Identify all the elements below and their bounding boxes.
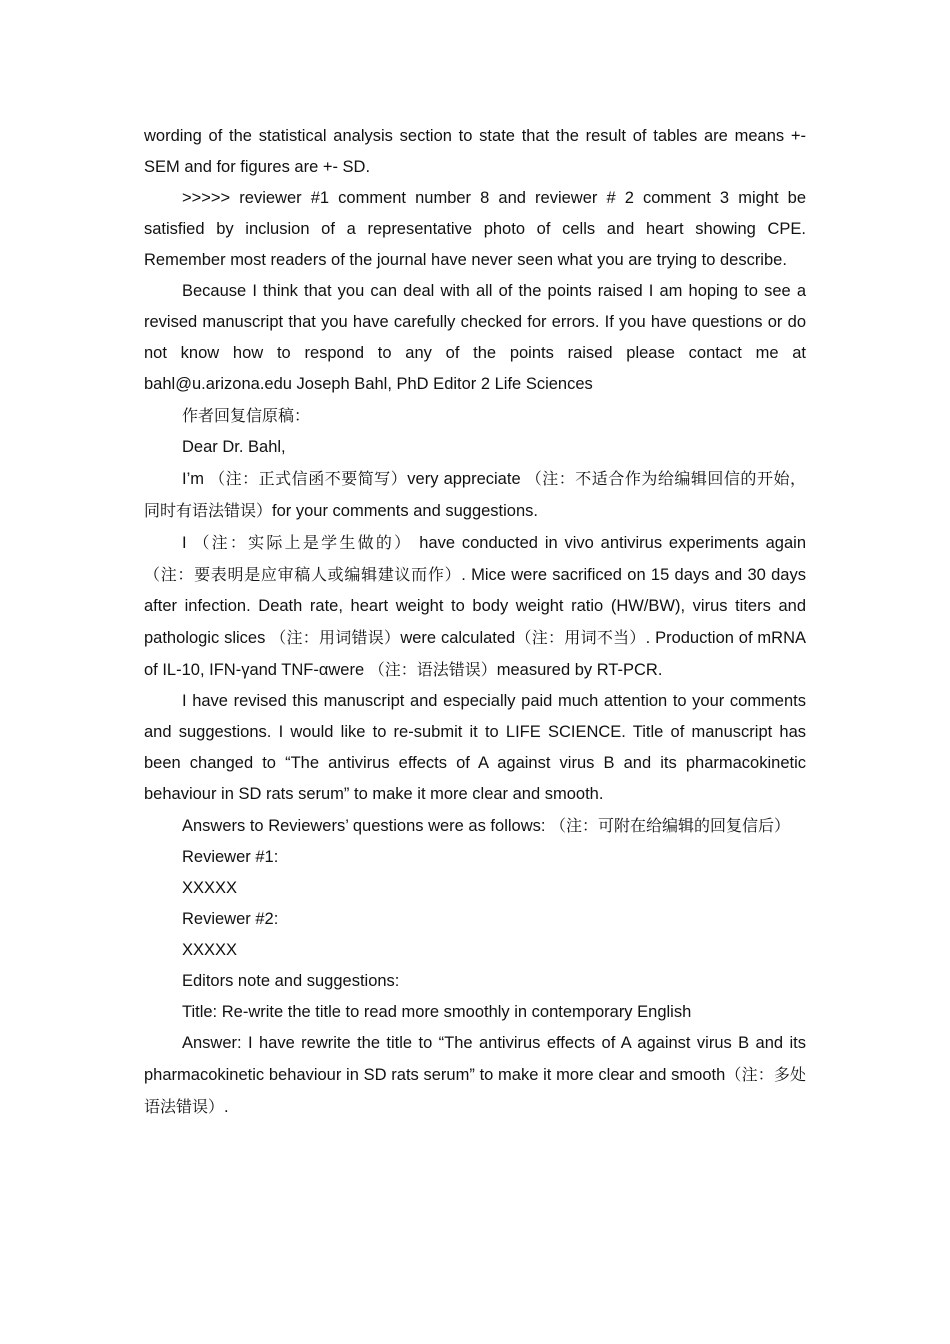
text-segment: very appreciate (407, 470, 521, 488)
paragraph-editor-request: Because I think that you can deal with all of the points raised I am hoping to see a revised manuscript that you have carefully checked for errors. If you have questions or do not know how to respond to any of the points raised please contact me at bahl@u.arizona.edu Joseph Bahl, PhD Editor 2 Life Sciences (144, 282, 806, 393)
document-page (144, 121, 806, 1123)
paragraph-reviewer-2: Reviewer #2: (182, 910, 279, 928)
text-segment: . (224, 1098, 229, 1116)
paragraph-appreciation (144, 463, 806, 527)
heading-text: 作者回复信原稿： (182, 406, 311, 425)
annotation-note: （注：实际上是学生做的） (193, 533, 413, 552)
text-segment: I’m (182, 470, 204, 488)
text-segment: Answers to Reviewers’ questions were as follows: (182, 817, 546, 835)
paragraph-title-answer (144, 1028, 806, 1123)
paragraph-statistical-analysis: wording of the statistical analysis section to state that the result of tables are means +-SEM and for figures are +- SD. (144, 127, 806, 176)
text-segment: I (182, 534, 187, 552)
annotation-note: （注：正式信函不要简写） (209, 469, 408, 488)
annotation-note: （注：要表明是应审稿人或编辑建议而作） (144, 565, 462, 584)
paragraph-experiments (144, 527, 806, 686)
paragraph-author-reply-heading (144, 400, 806, 432)
text-segment: have conducted in vivo antivirus experiments again (419, 534, 807, 552)
paragraph-reviewer-1-answer: XXXXX (182, 879, 238, 897)
annotation-note: （注：多处语法错误） (144, 1065, 806, 1116)
text-segment: . Mice were sacrificed on 15 days and 30 days after infection. Death rate, heart weight to body weight ratio (HW/BW), virus titers and pathologic slices (144, 566, 806, 647)
text-segment: . Production of mRNA of IL-10, IFN-γand TNF-αwere (144, 629, 806, 679)
paragraph-reviewer-comment: >>>>> reviewer #1 comment number 8 and reviewer # 2 comment 3 might be satisfied by inclusion of a representative photo of cells and heart showing CPE. Remember most readers of the journal have never seen what you are trying to describe. (144, 189, 806, 269)
paragraph-answers-intro (144, 810, 806, 842)
paragraph-revision: I have revised this manuscript and especially paid much attention to your comments and suggestions. I would like to re-submit it to LIFE SCIENCE. Title of manuscript has been changed to “The antivirus effects of A against virus B and its pharmacokinetic behaviour in SD rats serum” to make it more clear and smooth. (144, 692, 806, 803)
annotation-note: （注：语法错误） (368, 660, 497, 679)
paragraph-editors-note: Editors note and suggestions: (182, 972, 400, 990)
annotation-note: （注：可附在给编辑的回复信后） (550, 816, 791, 835)
paragraph-title-suggestion: Title: Re-write the title to read more smoothly in contemporary English (182, 1003, 692, 1021)
paragraph-salutation: Dear Dr. Bahl, (182, 438, 286, 456)
text-segment: Answer: I have rewrite the title to “The antivirus effects of A against virus B and its pharmacokinetic behaviour in SD rats serum” to make it more clear and smooth (144, 1034, 806, 1084)
annotation-note: （注：用词错误） (270, 628, 401, 647)
annotation-note: （注：用词不当） (515, 628, 646, 647)
text-segment: measured by RT-PCR. (496, 661, 663, 679)
paragraph-reviewer-2-answer: XXXXX (182, 941, 238, 959)
paragraph-reviewer-1: Reviewer #1: (182, 848, 279, 866)
annotation-note: （注：不适合作为给编辑回信的开始，同时有语法错误） (144, 469, 806, 520)
text-segment: for your comments and suggestions. (272, 502, 538, 520)
text-segment: were calculated (400, 629, 516, 647)
